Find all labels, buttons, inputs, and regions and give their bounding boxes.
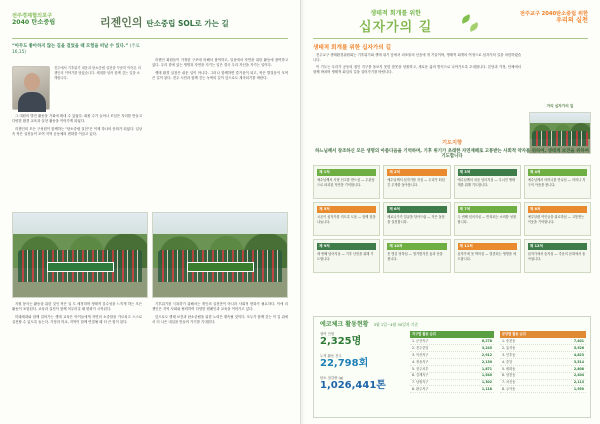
row-value: 1,950: [573, 387, 584, 392]
district-ranking-table: [410, 331, 494, 393]
right-intro: [313, 53, 521, 115]
row-name: 7. 서신동: [502, 380, 516, 385]
stat-participants: [320, 332, 361, 347]
row-value: 2,113: [573, 380, 584, 385]
row-value: 1,118: [481, 387, 492, 392]
left-column-2: [152, 58, 288, 208]
station-number: 제 11처: [458, 243, 517, 250]
station-number: 제 4처: [528, 169, 587, 176]
group-photo-1: [12, 212, 148, 298]
table-row: [500, 386, 586, 393]
stat-activities: [320, 354, 368, 369]
district-ranking-title: 지구별 활동 순위: [410, 331, 494, 338]
row-value: 2,808: [573, 366, 584, 371]
left-column-4: [152, 302, 288, 418]
row-name: 4. 정읍지구: [412, 359, 429, 364]
right-headline-kicker: 생태적 회개를 위한: [370, 10, 421, 17]
stations-row: [313, 239, 591, 273]
portrait-caption: 전주에서 기후위기 대응과 탄소중립 실천을 꾸준히 이어온 리젠인의 이야기를 담았습니다. 세대를 넘어 함께 걷는 길을 소개합니다.: [54, 66, 141, 80]
scripture-quote-ref: (주로 16,15): [12, 44, 140, 56]
left-column-3: [12, 302, 142, 418]
stats-title: [320, 321, 418, 330]
row-value: 5,926: [573, 346, 584, 351]
table-row: [500, 380, 586, 387]
stat-value: 22,798회: [320, 357, 369, 369]
table-row: [500, 359, 586, 366]
row-value: 1,871: [481, 366, 492, 371]
table-row: [500, 373, 586, 380]
right-subhead: 생태적 회개를 위한 십자가의 길: [313, 45, 392, 51]
station-number: 제 7처: [458, 206, 517, 213]
station-number: 제 3처: [458, 169, 517, 176]
left-headline-sub: 탄소중립 SOL로 가는 길: [146, 19, 229, 28]
right-headline-main: 십자가의 길: [359, 19, 433, 35]
station-number: 제 5처: [317, 206, 376, 213]
row-value: 3,245: [481, 346, 492, 351]
row-value: 2,404: [573, 373, 584, 378]
row-name: 1. 군산지구: [412, 339, 429, 344]
row-name: 8. 우아동: [502, 387, 516, 392]
left-col3-para: 지원 봉사는 활동을 위한 것인 작은 일 도 세정하며 생태적 감수성을 느끼게 하는 모든 활동이 포함된다. 교육과 실천이 함께 어우러질 때 변화가 시작된다.: [12, 302, 142, 311]
left-col3-para: 미래세대와 함께 걸어가는 생태 교육은 아이들에게 자연의 소중함을 가르치고 스스로 실천할 수 있도록 돕는다. 가정과 학교, 지역이 함께 연결될 때 더 큰 힘이 된다.: [12, 314, 142, 324]
station-card: [383, 239, 450, 273]
table-row: [410, 386, 494, 393]
left-headline: [100, 15, 229, 31]
station-number: 제 12처: [528, 243, 587, 250]
station-number: 제 10처: [387, 243, 446, 250]
row-name: 1. 송천동: [502, 339, 516, 344]
station-number: 제 1처: [317, 169, 376, 176]
station-card: [524, 165, 591, 199]
group-photo-2: [152, 212, 288, 298]
row-value: 2,130: [481, 359, 492, 364]
left-col2-para: 생태 환경 실천은 쉬운 일이 아니다. 그러나 함께하면 즐거움이 되고, 작은 발걸음이 모여 큰 길이 된다. 전주 시민과 함께 걷는 녹색의 길이 앞으로도 계속되기를 바란다.: [152, 70, 288, 80]
table-row: [500, 366, 586, 373]
left-tag-top: 전주경제협의포구: [12, 13, 53, 19]
left-section-tag: [12, 14, 55, 27]
station-text: 시몬이 십자가를 지도록 도움 — 함께 짐을 나눕니다.: [317, 215, 376, 224]
station-text: 십자가에서 숨지심 — 죽음의 문화에서 돌아섭니다.: [527, 252, 586, 261]
left-col1-para: 그 대원의 발전 활동을 기회에 확대 수 있었다. 회원 수가 늘어나 모임은 자리를 만들고 다양한 환경 교육과 실천 활동을 이어가게 되었다.: [12, 114, 142, 123]
stat-label: 누적 활동 건수: [320, 354, 342, 358]
station-text: 베로니카가 얼굴을 닦아드림 — 작은 돌봄을 실천합니다.: [387, 215, 445, 224]
stats-title-text: 에코체크 활동현황: [320, 321, 369, 328]
right-intro-para: 이 기도는 우리가 공동의 집인 지구를 돌보지 못한 잘못을 성찰하고, 새로운 삶의 방식으로 나아가도록 초대합니다. 본당과 가정, 단체에서 함께 바치며 생태적 회심의 길을 걸어가기를 바랍니다.: [313, 64, 521, 74]
row-name: 6. 삼천동: [502, 373, 516, 378]
stations-grid: [313, 165, 591, 310]
right-tag-bottom: 우리의 실천: [555, 16, 588, 24]
right-tag-top: 전주교구 2040탄소중립 위한: [519, 11, 588, 17]
right-header-rule: [313, 38, 588, 39]
right-section-tag: [520, 12, 588, 25]
way-of-cross-caption: 거리 십자가의 길: [546, 104, 574, 108]
station-text: 예수님께서 처음 넘어지심 — 무너진 생태계를 위해 기도합니다.: [457, 178, 516, 187]
left-headline-main: 리젠인의: [100, 16, 143, 29]
station-card: [454, 239, 521, 273]
right-intro-para: 전주교구 생태환경위원회는 기후위기와 생태 위기 앞에서 피조물의 신음에 귀 기울이며, 생태적 회개의 여정으로 십자가의 길을 마련하였습니다.: [313, 53, 521, 62]
stat-value: 1,026,441톤: [320, 379, 386, 391]
stats-date: 3월 1일~4월 30일자 기준: [373, 322, 419, 327]
row-name: 2. 효자동: [502, 346, 516, 351]
row-name: 5. 전주서부: [412, 366, 429, 371]
station-text: 예수님께서 십자가를 지심 — 우리가 떠넘긴 무게를 돌아봅니다.: [387, 178, 445, 187]
right-headline: [359, 10, 432, 38]
row-value: 6,278: [481, 339, 492, 344]
parish-ranking-title: 본당별 활동 순위: [500, 331, 586, 338]
row-name: 4. 중앙: [502, 359, 513, 364]
row-name: 7. 남원지구: [412, 380, 429, 385]
left-col2-para: 리젠인 회원들이 가정한 구조에 의해서 참여하고, 일상에서 자연을 위한 활동에 참여하고 있다. 우리 곁에 있는 생명과 자연을 지키는 일은 결국 우리 자신을 지키는 일이다.: [152, 58, 288, 67]
station-text: 예수님께서 어머니를 만나심 — 어머니 지구의 아픔을 봅니다.: [527, 178, 586, 187]
table-row: [500, 339, 586, 346]
station-card: [454, 202, 521, 236]
table-row: [410, 339, 494, 346]
left-col4-para: 앞으로도 생태 보전과 탄소중립을 위한 노력은 계속될 것이다. 모두가 함께 걷는 이 길 위에서 더 나은 내일을 만들어 가기를 기대한다.: [152, 314, 288, 324]
row-value: 1,540: [481, 373, 492, 378]
stations-row: [313, 165, 591, 199]
table-row: [410, 359, 494, 366]
row-value: 1,302: [481, 380, 492, 385]
station-text: 두 번째 넘어지심 — 반복되는 소비를 성찰합니다.: [457, 215, 517, 224]
stat-label: 탄소 절감량 (g): [320, 376, 344, 380]
row-name: 8. 완주지구: [412, 387, 429, 392]
left-header-rule: [12, 38, 288, 39]
station-card: [313, 239, 380, 273]
station-text: 십자가에 못 박히심 — 멸종되는 생명을 애도합니다.: [457, 252, 517, 261]
prayer-intention-text: 하느님께서 창조하신 모든 생명의 아름다움을 기억하며, 기후 위기가 초래한 자연재해로 고통받는 사회적 약자를 위하여, 생태계 보전을 위하여 기도합니다: [315, 148, 589, 160]
portrait-body: [18, 92, 46, 112]
left-col1-para: 리젠인의 모든 구성원이 함께하는 "탄소중립 실천"은 이제 하나의 문화가 되었다. 일상 속 작은 실천들이 모여 지역 공동체의 변화를 이끌고 있다.: [12, 126, 142, 136]
portrait-head: [24, 73, 40, 91]
row-value: 7,401: [573, 339, 584, 344]
station-text: 옷 벗김 당하심 — 벌거벗겨진 숲과 산을 봅니다.: [387, 252, 443, 261]
row-value: 2,912: [481, 352, 492, 357]
stat-value: 2,325명: [320, 335, 362, 347]
prayer-intention-title: 기도지향: [441, 140, 463, 146]
eco-check-stats-panel: [313, 316, 591, 418]
parish-ranking-table: [500, 331, 586, 393]
station-number: 제 8처: [528, 206, 587, 213]
row-name: 3. 익산지구: [412, 352, 429, 357]
leaf-icon: [468, 22, 480, 32]
table-row: [410, 366, 494, 373]
stat-carbon: [320, 376, 386, 391]
table-row: [410, 345, 494, 352]
portrait-photo: [12, 66, 50, 110]
station-card: [524, 239, 591, 273]
left-column-1: [12, 114, 142, 208]
leaf-icon: [460, 14, 472, 24]
row-value: 4,823: [573, 352, 584, 357]
station-card: [383, 165, 450, 199]
photo-banner: [187, 262, 254, 272]
row-name: 6. 김제지구: [412, 373, 429, 378]
station-card: [313, 165, 380, 199]
scripture-quote-text: “아무도 좋아하지 않는 길을 걸었을 때 모험을 떠날 수 있다.”: [12, 44, 130, 49]
left-tag-bottom: 2040 탄소중립: [12, 18, 56, 26]
stat-label: 참여 인원: [320, 332, 335, 336]
table-row: [500, 345, 586, 352]
station-text: 세 번째 넘어지심 — 기후 난민을 위해 기도합니다.: [317, 252, 374, 261]
stations-row: [313, 202, 591, 236]
station-number: 제 6처: [387, 206, 446, 213]
scripture-quote: [12, 44, 142, 56]
table-row: [410, 373, 494, 380]
row-name: 3. 인후동: [502, 352, 516, 357]
row-value: 3,514: [573, 359, 584, 364]
prayer-intention-box: [313, 140, 591, 160]
station-card: [383, 202, 450, 236]
photo-banner: [47, 262, 114, 272]
station-card: [524, 202, 591, 236]
row-name: 2. 전주중앙: [412, 346, 429, 351]
station-number: 제 2처: [387, 169, 446, 176]
left-col4-para: 기후위기를 극복하기 위해서는 개인의 실천만이 아니라 사회적 변화가 필요하다. 이에 리젠인은 지역 사회와 협력하여 다양한 캠페인과 교육을 이어가고 있다.: [152, 302, 288, 311]
row-name: 5. 평화동: [502, 366, 516, 371]
right-page: [300, 0, 600, 424]
station-card: [454, 165, 521, 199]
table-row: [500, 352, 586, 359]
station-text: 예수님께서 사형 선고를 받으심 — 무관심으로 파괴된 자연을 기억합니다.: [317, 178, 375, 187]
station-text: 예루살렘 여인들을 위로하심 — 고통받는 이웃을 기억합니다.: [527, 215, 585, 224]
table-row: [410, 380, 494, 387]
station-card: [313, 202, 380, 236]
station-number: 제 9처: [317, 243, 376, 250]
table-row: [410, 352, 494, 359]
